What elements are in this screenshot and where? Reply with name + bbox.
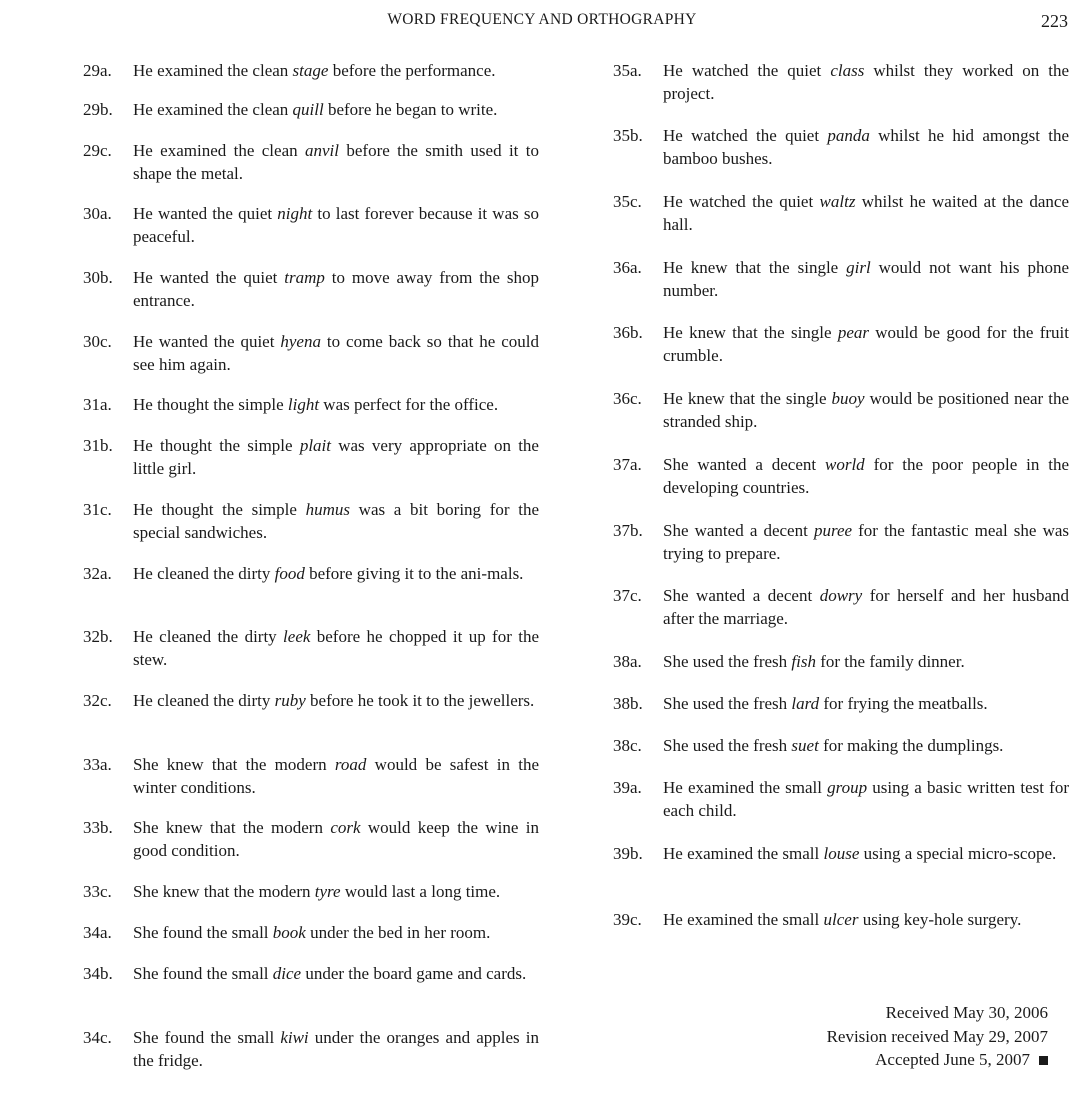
target-word: food xyxy=(274,564,305,583)
target-word: book xyxy=(272,923,306,942)
item-number: 31c. xyxy=(83,500,112,519)
item-number: 39a. xyxy=(613,778,642,797)
item-number: 38b. xyxy=(613,694,643,713)
item-sentence xyxy=(663,734,1069,757)
target-word: lard xyxy=(791,694,820,713)
item-sentence xyxy=(133,962,539,985)
sentence-frame-end: would not want his phone number. xyxy=(663,258,1070,300)
stimulus-item xyxy=(613,321,1069,367)
sentence-frame-end: before he took it to the jewellers. xyxy=(305,691,535,710)
sentence-frame-end: before the performance. xyxy=(328,61,496,80)
target-word: light xyxy=(287,395,320,414)
accepted-date: Accepted June 5, 2007 xyxy=(875,1050,1030,1069)
sentence-frame-end: whilst he hid amongst the bamboo bushes. xyxy=(663,126,1069,168)
item-number: 35c. xyxy=(613,192,642,211)
item-number: 33c. xyxy=(83,882,112,901)
item-sentence xyxy=(133,266,539,312)
sentence-frame-end: under the board game and cards. xyxy=(301,964,527,983)
stimulus-item xyxy=(613,842,1069,865)
sentence-frame-end: was perfect for the office. xyxy=(319,395,499,414)
item-number: 30b. xyxy=(83,268,113,287)
item-sentence xyxy=(133,98,539,121)
sentence-frame-end: to come back so that he could see him again. xyxy=(133,332,539,374)
target-word: group xyxy=(827,778,868,797)
sentence-frame-start: He wanted the quiet xyxy=(133,268,285,287)
target-word: cork xyxy=(330,818,361,837)
item-number: 37c. xyxy=(613,586,642,605)
item-sentence xyxy=(663,124,1069,170)
sentence-frame-start: He thought the simple xyxy=(133,395,288,414)
sentence-frame-start: He examined the small xyxy=(663,778,828,797)
item-number: 31b. xyxy=(83,436,113,455)
sentence-frame-end: for the fantastic meal she was trying to prepare. xyxy=(663,521,1070,563)
accepted-line xyxy=(827,1048,1048,1072)
item-sentence xyxy=(663,776,1069,822)
stimulus-item xyxy=(613,584,1069,630)
sentence-frame-start: He cleaned the dirty xyxy=(133,564,275,583)
stimulus-item xyxy=(83,498,539,544)
stimulus-item xyxy=(613,734,1069,757)
stimulus-item xyxy=(83,816,539,862)
item-number: 38a. xyxy=(613,652,642,671)
item-sentence xyxy=(133,921,539,944)
sentence-frame-start: He examined the small xyxy=(663,910,824,929)
sentence-frame-start: She found the small xyxy=(133,923,273,942)
target-word: ulcer xyxy=(823,910,859,929)
item-sentence xyxy=(133,562,539,585)
item-number: 34c. xyxy=(83,1028,112,1047)
stimulus-item xyxy=(613,519,1069,565)
item-sentence xyxy=(133,59,539,82)
target-word: hyena xyxy=(280,332,321,351)
sentence-frame-start: She used the fresh xyxy=(663,736,792,755)
item-number: 29a. xyxy=(83,61,112,80)
item-number: 32c. xyxy=(83,691,112,710)
item-number: 36b. xyxy=(613,323,643,342)
target-word: girl xyxy=(846,258,871,277)
item-number: 37a. xyxy=(613,455,642,474)
target-word: dice xyxy=(272,964,302,983)
sentence-frame-end: to last forever because it was so peaceful. xyxy=(133,204,539,246)
sentence-frame-start: He examined the small xyxy=(663,844,824,863)
item-number: 36a. xyxy=(613,258,642,277)
target-word: quill xyxy=(292,100,324,119)
target-word: fish xyxy=(791,652,816,671)
target-word: suet xyxy=(791,736,819,755)
sentence-frame-end: before giving it to the ani-mals. xyxy=(304,564,524,583)
item-sentence xyxy=(663,256,1069,302)
item-sentence xyxy=(663,387,1069,433)
sentence-frame-start: She wanted a decent xyxy=(663,455,825,474)
item-number: 30a. xyxy=(83,204,112,223)
sentence-frame-start: He thought the simple xyxy=(133,500,306,519)
sentence-frame-end: for making the dumplings. xyxy=(818,736,1004,755)
sentence-frame-start: She knew that the modern xyxy=(133,818,331,837)
item-sentence xyxy=(133,816,539,862)
sentence-frame-start: He wanted the quiet xyxy=(133,204,278,223)
item-sentence xyxy=(133,498,539,544)
target-word: plait xyxy=(299,436,331,455)
target-word: puree xyxy=(813,521,853,540)
stimulus-item xyxy=(83,880,539,903)
sentence-frame-start: He watched the quiet xyxy=(663,192,820,211)
sentence-frame-start: He watched the quiet xyxy=(663,126,828,145)
target-word: class xyxy=(830,61,865,80)
sentence-frame-end: would be positioned near the stranded ship. xyxy=(663,389,1069,431)
stimulus-item xyxy=(83,139,539,185)
item-sentence xyxy=(133,202,539,248)
item-sentence xyxy=(133,689,539,712)
item-number: 29b. xyxy=(83,100,113,119)
target-word: world xyxy=(825,455,865,474)
sentence-frame-start: He knew that the single xyxy=(663,258,847,277)
item-number: 35b. xyxy=(613,126,643,145)
item-sentence xyxy=(663,190,1069,236)
sentence-frame-start: He cleaned the dirty xyxy=(133,627,284,646)
item-number: 39b. xyxy=(613,844,643,863)
revision-date: Revision received May 29, 2007 xyxy=(826,1026,1048,1046)
item-sentence xyxy=(133,753,539,799)
sentence-frame-end: whilst he waited at the dance hall. xyxy=(663,192,1069,234)
stimulus-item xyxy=(613,692,1069,715)
stimulus-item xyxy=(83,962,539,985)
item-number: 30c. xyxy=(83,332,112,351)
target-word: leek xyxy=(283,627,311,646)
sentence-frame-start: He knew that the single xyxy=(663,323,838,342)
item-number: 35a. xyxy=(613,61,642,80)
sentence-frame-end: to move away from the shop entrance. xyxy=(133,268,539,310)
item-number: 34a. xyxy=(83,923,112,942)
sentence-frame-end: using key-hole surgery. xyxy=(858,910,1022,929)
stimulus-item xyxy=(83,689,539,712)
item-sentence xyxy=(663,584,1069,630)
stimulus-item xyxy=(613,256,1069,302)
sentence-frame-start: She wanted a decent xyxy=(663,521,814,540)
sentence-frame-start: He examined the clean xyxy=(133,61,293,80)
stimulus-item xyxy=(613,908,1069,931)
sentence-frame-start: She knew that the modern xyxy=(133,755,335,774)
stimulus-item xyxy=(613,453,1069,499)
stimulus-item xyxy=(83,59,539,82)
target-word: tramp xyxy=(284,268,325,287)
item-number: 33a. xyxy=(83,755,112,774)
item-sentence xyxy=(133,1026,539,1072)
item-number: 33b. xyxy=(83,818,113,837)
sentence-frame-start: He examined the clean xyxy=(133,141,305,160)
item-number: 39c. xyxy=(613,910,642,929)
stimulus-item xyxy=(613,776,1069,822)
stimulus-item xyxy=(613,59,1069,105)
target-word: tyre xyxy=(314,882,341,901)
running-title: WORD FREQUENCY AND ORTHOGRAPHY xyxy=(387,11,697,28)
sentence-frame-start: He watched the quiet xyxy=(663,61,831,80)
sentence-frame-start: She wanted a decent xyxy=(663,586,820,605)
sentence-frame-end: was very appropriate on the little girl. xyxy=(133,436,539,478)
sentence-frame-start: She found the small xyxy=(133,964,273,983)
stimulus-item xyxy=(83,625,539,671)
target-word: dowry xyxy=(819,586,863,605)
stimulus-item xyxy=(83,393,539,416)
sentence-frame-end: for the poor people in the developing countries. xyxy=(663,455,1069,497)
sentence-frame-start: He thought the simple xyxy=(133,436,300,455)
target-word: ruby xyxy=(274,691,306,710)
item-number: 31a. xyxy=(83,395,112,414)
sentence-frame-start: She found the small xyxy=(133,1028,281,1047)
item-sentence xyxy=(663,321,1069,367)
item-sentence xyxy=(663,650,1069,673)
submission-history xyxy=(827,1001,1048,1072)
item-sentence xyxy=(663,908,1069,931)
item-number: 37b. xyxy=(613,521,643,540)
sentence-frame-start: He knew that the single xyxy=(663,389,832,408)
stimulus-item xyxy=(83,98,539,121)
stimulus-item xyxy=(83,330,539,376)
target-word: waltz xyxy=(819,192,856,211)
target-word: night xyxy=(277,204,313,223)
item-sentence xyxy=(133,880,539,903)
sentence-frame-end: would be safest in the winter conditions. xyxy=(133,755,540,797)
sentence-frame-end: under the oranges and apples in the fridge. xyxy=(133,1028,540,1070)
sentence-frame-end: using a special micro-scope. xyxy=(859,844,1057,863)
sentence-frame-end: whilst they worked on the project. xyxy=(663,61,1069,103)
item-sentence xyxy=(133,139,539,185)
stimulus-item xyxy=(83,562,539,585)
stimulus-item xyxy=(83,266,539,312)
stimulus-item xyxy=(83,434,539,480)
item-number: 34b. xyxy=(83,964,113,983)
target-word: panda xyxy=(827,126,870,145)
stimulus-item xyxy=(83,202,539,248)
target-word: buoy xyxy=(831,389,865,408)
item-sentence xyxy=(663,692,1069,715)
stimulus-item xyxy=(613,190,1069,236)
sentence-frame-end: under the bed in her room. xyxy=(305,923,491,942)
target-word: louse xyxy=(823,844,860,863)
target-word: stage xyxy=(292,61,329,80)
stimulus-item xyxy=(83,1026,539,1072)
item-sentence xyxy=(133,434,539,480)
item-sentence xyxy=(133,393,539,416)
sentence-frame-end: for frying the meatballs. xyxy=(819,694,988,713)
sentence-frame-start: She used the fresh xyxy=(663,652,792,671)
sentence-frame-end: before he chopped it up for the stew. xyxy=(133,627,539,669)
sentence-frame-end: was a bit boring for the special sandwiches. xyxy=(133,500,539,542)
sentence-frame-end: for the family dinner. xyxy=(815,652,965,671)
stimulus-item xyxy=(613,124,1069,170)
target-word: kiwi xyxy=(280,1028,309,1047)
sentence-frame-end: would last a long time. xyxy=(340,882,501,901)
stimulus-item xyxy=(613,650,1069,673)
sentence-frame-end: before he began to write. xyxy=(323,100,498,119)
item-number: 32a. xyxy=(83,564,112,583)
sentence-frame-start: He cleaned the dirty xyxy=(133,691,275,710)
stimulus-item xyxy=(83,921,539,944)
target-word: pear xyxy=(837,323,870,342)
item-sentence xyxy=(133,330,539,376)
target-word: road xyxy=(334,755,367,774)
item-number: 32b. xyxy=(83,627,113,646)
item-sentence xyxy=(663,519,1069,565)
item-number: 29c. xyxy=(83,141,112,160)
sentence-frame-end: for herself and her husband after the marriage. xyxy=(663,586,1069,628)
page-number: 223 xyxy=(1041,11,1068,31)
sentence-frame-start: She used the fresh xyxy=(663,694,792,713)
sentence-frame-end: before the smith used it to shape the metal. xyxy=(133,141,539,183)
sentence-frame-end: would keep the wine in good condition. xyxy=(133,818,539,860)
end-of-article-mark xyxy=(1039,1056,1048,1065)
stimulus-item xyxy=(613,387,1069,433)
sentence-frame-start: She knew that the modern xyxy=(133,882,315,901)
sentence-frame-start: He examined the clean xyxy=(133,100,293,119)
item-number: 36c. xyxy=(613,389,642,408)
item-number: 38c. xyxy=(613,736,642,755)
item-sentence xyxy=(663,842,1069,865)
target-word: anvil xyxy=(305,141,339,160)
item-sentence xyxy=(133,625,539,671)
received-date: Received May 30, 2006 xyxy=(885,1003,1048,1022)
sentence-frame-end: using a basic written test for each child. xyxy=(663,778,1069,820)
stimulus-item xyxy=(83,753,539,799)
sentence-frame-start: He wanted the quiet xyxy=(133,332,281,351)
item-sentence xyxy=(663,453,1069,499)
item-sentence xyxy=(663,59,1069,105)
sentence-frame-end: would be good for the fruit crumble. xyxy=(663,323,1070,365)
target-word: humus xyxy=(305,500,350,519)
